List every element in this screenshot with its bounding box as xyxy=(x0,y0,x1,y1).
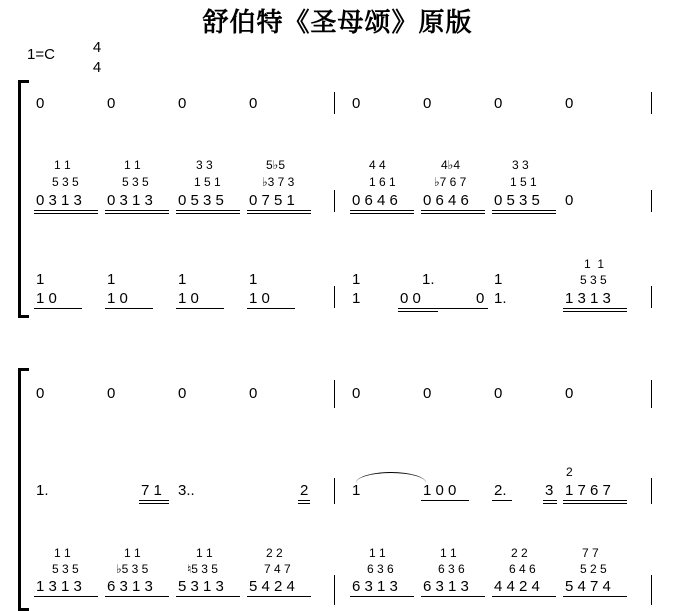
note: 0 xyxy=(249,385,258,402)
beam xyxy=(563,596,627,597)
melody-note: 7 1 xyxy=(141,482,162,499)
note: 0 xyxy=(352,95,361,112)
barline xyxy=(651,286,652,308)
chord-mid: 6 3 6 xyxy=(367,562,394,576)
barline xyxy=(651,92,652,114)
melody-note: 2 xyxy=(300,482,309,499)
note: 0 xyxy=(565,95,574,112)
time-signature-bottom: 4 xyxy=(92,59,102,76)
melody-note: 3.. xyxy=(178,482,195,499)
chord-mid: ♭3 7 3 xyxy=(262,175,295,189)
chord-mid: 5 3 5 xyxy=(52,175,79,189)
note: 0 xyxy=(178,385,187,402)
chord-main: 6 3 1 3 xyxy=(352,578,398,595)
underline xyxy=(398,311,438,312)
beam xyxy=(34,210,98,211)
chord-main: 5 3 1 3 xyxy=(178,578,224,595)
beam xyxy=(492,210,556,211)
underline xyxy=(398,308,488,309)
note: 0 xyxy=(107,385,116,402)
barline xyxy=(334,190,335,212)
beam xyxy=(247,596,311,597)
chord-main: 6 3 1 3 xyxy=(107,578,153,595)
beam xyxy=(421,596,485,597)
beam xyxy=(350,596,414,597)
chord-top: 2 2 xyxy=(511,546,528,560)
time-signature xyxy=(90,38,104,78)
chord-mid: 7 4 7 xyxy=(264,562,291,576)
melody-note: 1 7 6 7 xyxy=(565,482,611,499)
beam xyxy=(176,210,240,211)
beam xyxy=(563,500,627,501)
bass-note: 1 3 1 3 xyxy=(565,290,611,307)
chord-main: 0 6 4 6 xyxy=(423,192,469,209)
chord-main: 4 4 2 4 xyxy=(494,578,540,595)
beam xyxy=(543,503,557,504)
note: 0 xyxy=(494,385,503,402)
beam xyxy=(34,596,98,597)
chord-top: 4♭4 xyxy=(441,158,461,172)
chord-top: 1 1 xyxy=(196,546,213,560)
beam xyxy=(350,213,414,214)
beam xyxy=(563,311,627,312)
barline xyxy=(334,380,335,408)
barline xyxy=(651,190,652,212)
chord-top: 1 1 xyxy=(584,257,605,271)
bass-upper: 1 xyxy=(494,271,503,288)
bass-upper: 1. xyxy=(422,271,435,288)
chord-main: 0 6 4 6 xyxy=(352,192,398,209)
beam xyxy=(105,210,169,211)
chord-main: 5 4 2 4 xyxy=(249,578,295,595)
melody-note: 3 xyxy=(545,482,554,499)
bass-note: 1 0 xyxy=(107,290,128,307)
chord-mid: 6 4 6 xyxy=(509,562,536,576)
slur xyxy=(356,472,426,483)
beam xyxy=(563,503,627,504)
bass-note: 1 0 xyxy=(178,290,199,307)
chord-main: 5 4 7 4 xyxy=(565,578,611,595)
chord-main: 0 3 1 3 xyxy=(36,192,82,209)
chord-top: 1 1 xyxy=(54,546,71,560)
bass-note: 1. xyxy=(494,290,507,307)
underline xyxy=(176,308,224,309)
beam xyxy=(543,500,557,501)
beam xyxy=(492,213,556,214)
chord-main: 1 3 1 3 xyxy=(36,578,82,595)
chord-top: 3 3 xyxy=(196,158,213,172)
bass-upper: 1 xyxy=(249,271,258,288)
beam xyxy=(105,213,169,214)
chord-top: 1 1 xyxy=(369,546,386,560)
chord-main: 0 3 1 3 xyxy=(107,192,153,209)
chord-main: 6 3 1 3 xyxy=(423,578,469,595)
bass-upper: 1 xyxy=(178,271,187,288)
note: 0 xyxy=(423,95,432,112)
barline xyxy=(651,575,652,605)
chord-mid: 5 3 5 xyxy=(52,562,79,576)
melody-note: 2. xyxy=(494,482,507,499)
note: 0 xyxy=(36,95,45,112)
chord-top: 1 1 xyxy=(124,158,141,172)
beam xyxy=(139,500,169,501)
bass-upper: 1 xyxy=(352,271,361,288)
chord-mid: 1 6 1 xyxy=(369,175,396,189)
melody-upper: 2 xyxy=(566,465,573,479)
page-title: 舒伯特《圣母颂》原版 xyxy=(202,8,473,38)
underline xyxy=(492,500,512,501)
chord-mid: 1 5 1 xyxy=(194,175,221,189)
chord-top: 7 7 xyxy=(582,546,599,560)
barline xyxy=(651,380,652,408)
beam xyxy=(421,213,485,214)
barline xyxy=(334,478,335,504)
chord-main: 0 7 5 1 xyxy=(249,192,295,209)
underline xyxy=(34,308,82,309)
beam xyxy=(298,503,310,504)
key-signature: 1=C xyxy=(27,46,55,63)
melody-note: 1 xyxy=(352,482,361,499)
chord-main: 0 xyxy=(565,192,574,209)
chord-top: 2 2 xyxy=(266,546,283,560)
chord-mid: 5 3 5 xyxy=(580,273,607,287)
chord-top: 1 1 xyxy=(54,158,71,172)
note: 0 xyxy=(494,95,503,112)
beam xyxy=(139,503,169,504)
chord-mid: ♭7 6 7 xyxy=(434,175,467,189)
system-brace xyxy=(18,80,29,318)
note: 0 xyxy=(107,95,116,112)
underline xyxy=(105,308,153,309)
system-brace xyxy=(18,368,29,611)
beam xyxy=(247,213,311,214)
chord-top: 1 1 xyxy=(124,546,141,560)
beam xyxy=(34,213,98,214)
note: 0 xyxy=(423,385,432,402)
bass-note: 1 0 xyxy=(249,290,270,307)
beam xyxy=(350,210,414,211)
chord-mid: 5 3 5 xyxy=(122,175,149,189)
bass-upper: 1 xyxy=(36,271,45,288)
bass-upper: 1 xyxy=(107,271,116,288)
chord-mid: 5 2 5 xyxy=(580,562,607,576)
note: 0 xyxy=(249,95,258,112)
chord-mid: ♭5 3 5 xyxy=(116,562,149,576)
bass-note: 1 0 xyxy=(36,290,57,307)
chord-main: 0 5 3 5 xyxy=(494,192,540,209)
note: 0 xyxy=(565,385,574,402)
time-signature-top: 4 xyxy=(92,39,102,56)
chord-mid: 6 3 6 xyxy=(438,562,465,576)
beam xyxy=(176,213,240,214)
note: 0 xyxy=(352,385,361,402)
beam xyxy=(247,210,311,211)
barline xyxy=(334,92,335,114)
chord-top: 3 3 xyxy=(512,158,529,172)
underline xyxy=(421,500,469,501)
barline xyxy=(334,575,335,605)
beam xyxy=(563,308,627,309)
chord-top: 5♭5 xyxy=(266,158,286,172)
melody-note: 1. xyxy=(36,482,49,499)
barline xyxy=(651,478,652,504)
beam xyxy=(105,596,169,597)
beam xyxy=(492,596,556,597)
beam xyxy=(421,210,485,211)
chord-mid: ♮5 3 5 xyxy=(187,562,218,576)
bass-note: 0 xyxy=(476,290,485,307)
note: 0 xyxy=(36,385,45,402)
chord-top: 4 4 xyxy=(369,158,386,172)
barline xyxy=(334,286,335,308)
beam xyxy=(176,596,240,597)
bass-note: 0 0 xyxy=(400,290,421,307)
chord-mid: 1 5 1 xyxy=(510,175,537,189)
bass-note: 1 xyxy=(352,290,361,307)
underline xyxy=(247,308,295,309)
chord-top: 1 1 xyxy=(440,546,457,560)
melody-note: 1 0 0 xyxy=(423,482,457,499)
note: 0 xyxy=(178,95,187,112)
chord-main: 0 5 3 5 xyxy=(178,192,224,209)
beam xyxy=(298,500,310,501)
